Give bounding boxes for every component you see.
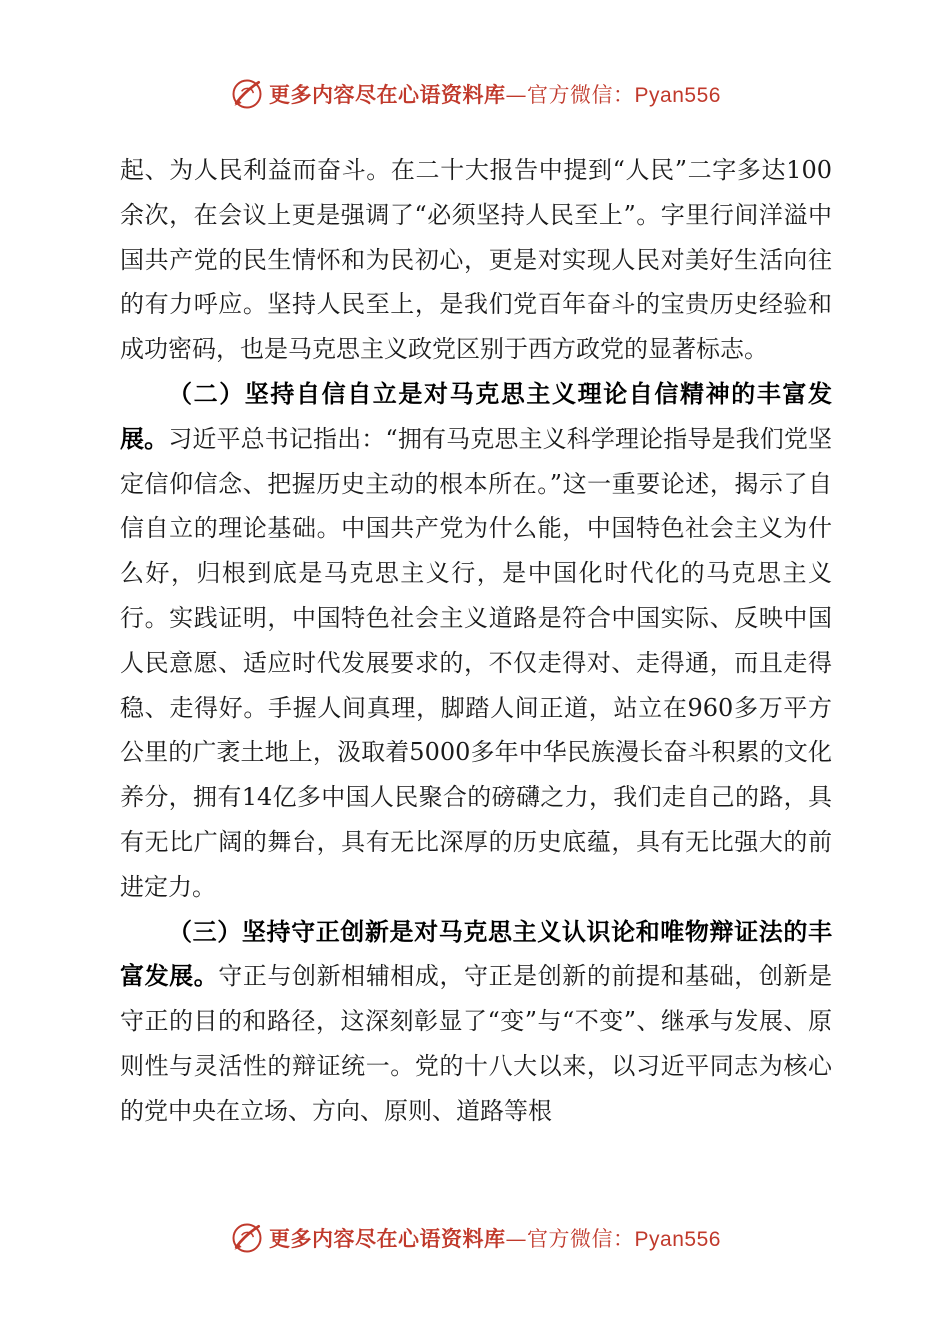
footer-banner [0, 1216, 950, 1260]
paragraph-2 [120, 372, 832, 910]
banner-separator: — [505, 83, 528, 107]
section-heading: （三）坚持守正创新是对马克思主义认识论和唯物辩证法的丰富发展。 [120, 916, 832, 991]
pen-swirl-logo-icon [229, 76, 265, 112]
banner-separator: — [505, 1227, 528, 1251]
banner-text [269, 1223, 721, 1253]
header-banner [0, 72, 950, 116]
banner-wechat-label: 官方微信： [527, 1227, 635, 1251]
banner-wechat-id: Pyan556 [634, 1228, 721, 1251]
paragraph-1 [120, 148, 832, 372]
banner-wechat-label: 官方微信： [527, 83, 635, 107]
paragraph-text: 守正与创新相辅相成，守正是创新的前提和基础，创新是守正的目的和路径，这深刻彰显了“变”与“不变”、继承与发展、原则性与灵活性的辩证统一。党的十八大以来，以习近平同志为核心的党中央在立场、方向、原则、道路等根 [120, 962, 833, 1125]
paragraph-3 [120, 910, 832, 1134]
section-heading: （二）坚持自信自立是对马克思主义理论自信精神的丰富发展。 [120, 378, 832, 453]
pen-swirl-logo-icon [229, 1220, 265, 1256]
banner-brand: 更多内容尽在心语资料库 [269, 82, 506, 107]
banner-text [269, 79, 721, 109]
banner-wechat-id: Pyan556 [634, 84, 721, 107]
banner-brand: 更多内容尽在心语资料库 [269, 1226, 506, 1251]
document-body [120, 148, 832, 1134]
paragraph-text: 起、为人民利益而奋斗。在二十大报告中提到“人民”二字多达100余次，在会议上更是强调了“必须坚持人民至上”。字里行间洋溢中国共产党的民生情怀和为民初心，更是对实现人民对美好生活向往的有力呼应。坚持人民至上，是我们党百年奋斗的宝贵历史经验和成功密码，也是马克思主义政党区别于西方政党的显著标志。 [120, 156, 832, 364]
paragraph-text: 习近平总书记指出：“拥有马克思主义科学理论指导是我们党坚定信仰信念、把握历史主动的根本所在。”这一重要论述，揭示了自信自立的理论基础。中国共产党为什么能，中国特色社会主义为什么好，归根到底是马克思主义行，是中国化时代化的马克思主义行。实践证明，中国特色社会主义道路是符合中国实际、反映中国人民意愿、适应时代发展要求的，不仅走得对、走得通，而且走得稳、走得好。手握人间真理，脚踏人间正道，站立在960多万平方公里的广袤土地上，汲取着5000多年中华民族漫长奋斗积累的文化养分，拥有14亿多中国人民聚合的磅礴之力，我们走自己的路，具有无比广阔的舞台，具有无比深厚的历史底蕴，具有无比强大的前进定力。 [120, 424, 832, 901]
